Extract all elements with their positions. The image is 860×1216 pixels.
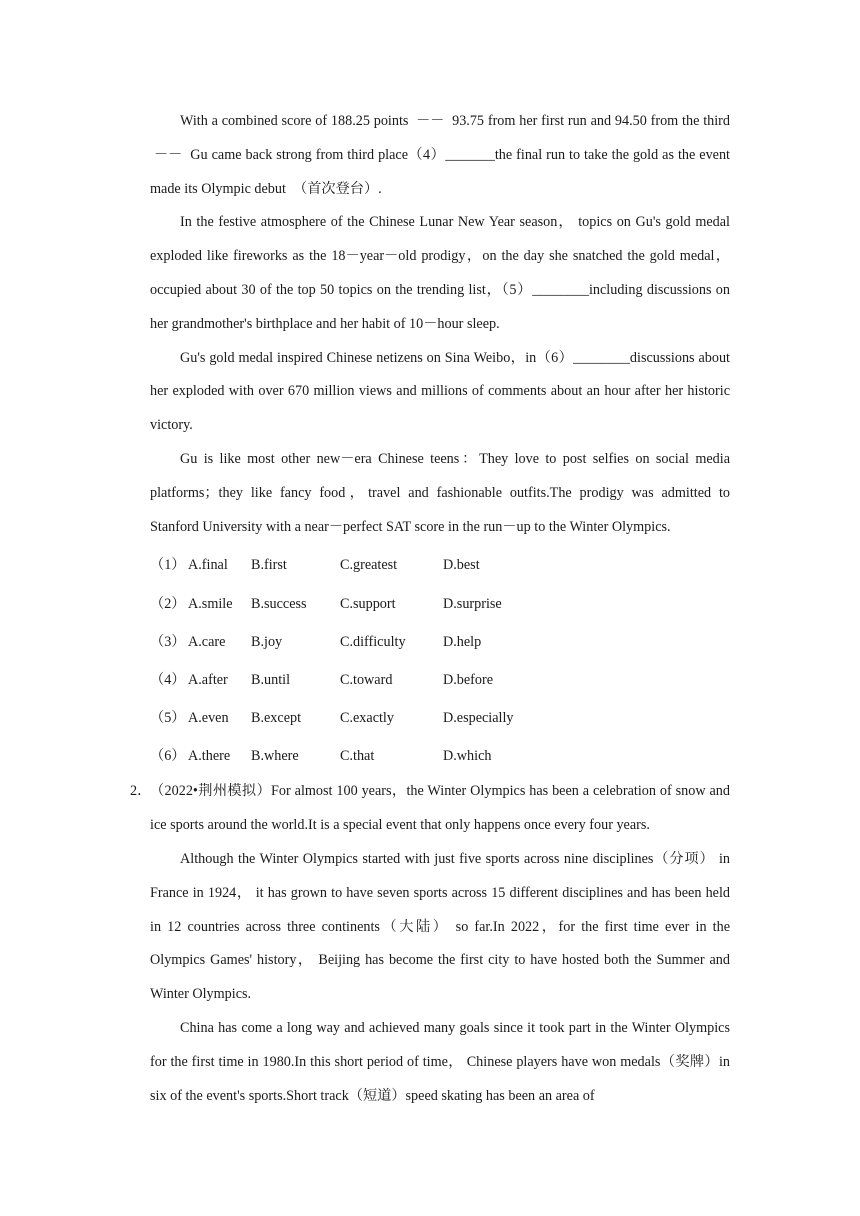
passage-paragraph: With a combined score of 188.25 points －－ 93.75 from her first run and 94.50 from the third －－ Gu came back strong from third place（4）_______the final run to take the gold as the event made its Olympic debut （首次登台）. [150,113,730,197]
option-c: C.difficulty [340,633,406,650]
option-row [150,699,730,737]
passage-paragraph: Gu's gold medal inspired Chinese netizens on Sina Weibo，in（6）________discussions about her exploded with over 670 million views and millions of comments about an hour after her historic victory. [150,349,730,434]
option-row [150,737,730,775]
option-number: （5） [150,710,186,727]
option-d: D.especially [443,710,514,727]
option-b: B.where [251,748,299,765]
option-b: B.except [251,710,302,727]
option-number: （3） [150,633,186,650]
option-c: C.support [340,595,396,612]
question-2-first-paragraph: （2022•荆州模拟）For almost 100 years，the Winter Olympics has been a celebration of snow and ice sports around the world.It is a special event that only happens once every four years. [150,783,730,834]
option-d: D.surprise [443,595,502,612]
option-d: D.which [443,748,492,765]
option-c: C.toward [340,671,393,688]
option-d: D.before [443,671,494,688]
option-number: （2） [150,595,186,612]
option-row [150,623,730,661]
option-c: C.that [340,748,375,765]
option-number: （6） [150,748,186,765]
option-row [150,546,730,584]
option-a: A.smile [188,595,233,612]
option-b: B.first [251,557,287,574]
option-row [150,585,730,623]
option-d: D.best [443,557,480,574]
option-b: B.joy [251,633,283,650]
question-2-intro [130,775,730,843]
option-a: A.care [188,633,226,650]
passage-paragraph: China has come a long way and achieved many goals since it took part in the Winter Olympics for the first time in 1980.In this short period of time， Chinese players have won medals（奖牌）in six of the event's sports.Short track（短道）speed skating has been an area of [150,1020,730,1104]
question-2 [130,775,730,1113]
option-number: （1） [150,557,186,574]
passage-paragraph: Although the Winter Olympics started with just five sports across nine disciplines（分项） in France in 1924， it has grown to have seven sports across 15 different disciplines and has been held in 12 countries across three continents（大陆） so far.In 2022，for the first time ever in the Olympics Games' history， Beijing has become the first city to have hosted both the Summer and Winter Olympics. [150,851,730,1003]
question-number: 2． [130,783,152,800]
option-a: A.after [188,671,228,688]
option-b: B.success [251,595,307,612]
passage-1 [150,105,730,544]
option-b: B.until [251,671,291,688]
document-page [130,105,730,1113]
answer-options [150,546,730,775]
option-d: D.help [443,633,482,650]
option-c: C.greatest [340,557,398,574]
option-a: A.even [188,710,229,727]
option-number: （4） [150,671,186,688]
passage-paragraph: In the festive atmosphere of the Chinese Lunar New Year season， topics on Gu's gold medal exploded like fireworks as the 18－year－old prodigy，on the day she snatched the gold medal， occupied about 30 of the top 50 topics on the trending list，（5）________including discussions on her grandmother's birthplace and her habit of 10－hour sleep. [150,214,730,332]
option-a: A.final [188,557,228,574]
option-a: A.there [188,748,231,765]
option-row [150,661,730,699]
passage-paragraph: Gu is like most other new－era Chinese teens：They love to post selfies on social media platforms；they like fancy food，travel and fashionable outfits.The prodigy was admitted to Stanford University with a near－perfect SAT score in the run－up to the Winter Olympics. [150,450,730,535]
option-c: C.exactly [340,710,394,727]
